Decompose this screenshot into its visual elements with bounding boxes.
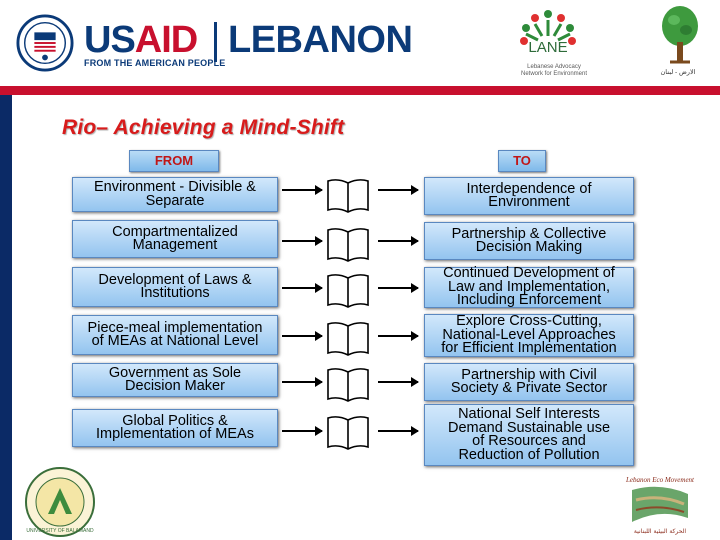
arrow-right-icon [282,381,322,383]
logo-divider [214,22,217,62]
arrow-right-icon [282,189,322,191]
lane-tagline-line2: Network for Environment [520,71,588,77]
from-box-6-line-2: Implementation of MEAs [96,426,254,442]
arrow-right-icon [378,335,418,337]
from-box-5-line-1: Government as Sole [108,364,242,381]
slide-title: Rio– Achieving a Mind-Shift [62,116,345,139]
from-box-1 [72,177,278,212]
from-box-4-line-2: of MEAs at National Level [91,333,259,349]
from-box-5 [72,363,278,397]
left-blue-rule [0,95,12,540]
from-box-2 [72,220,278,258]
university-seal-icon [24,466,96,538]
to-box-6-line-3: of Resources and [472,433,586,449]
arrow-right-icon [282,430,322,432]
to-box-4-line-2: National-Level Approaches [442,326,616,343]
to-box-5-line-1: Partnership with Civil [461,366,597,383]
tree-logo-icon [656,4,704,68]
arrow-right-icon [378,430,418,432]
open-book-icon [325,178,371,214]
to-box-5 [424,363,634,401]
from-box-3-line-2: Institutions [140,285,210,301]
lane-name: LANE [528,39,568,56]
open-book-icon [325,273,371,309]
university-seal-text: UNIVERSITY OF BALAMAND [26,528,94,534]
from-box-6-line-1: Global Politics & [122,412,228,429]
open-book-icon [325,367,371,403]
usaid-seal-icon [16,14,74,72]
open-book-icon [325,321,371,357]
from-box-2-line-2: Management [132,237,218,253]
usaid-tagline: FROM THE AMERICAN PEOPLE [84,58,226,68]
to-box-3-line-1: Continued Development of [443,265,615,282]
arrow-right-icon [378,287,418,289]
from-box-2-line-1: Compartmentalized [112,223,238,240]
to-box-3-line-3: Including Enforcement [456,292,602,309]
to-box-1-line-1: Interdependence of [466,180,592,197]
from-box-4-line-1: Piece-meal implementation [87,319,263,336]
to-column-header: TO [498,150,546,172]
tree-org-arabic-name: الارض - لبنان [660,69,696,76]
to-box-4-line-3: for Efficient Implementation [441,340,617,357]
from-box-5-line-2: Decision Maker [125,378,225,394]
to-box-1 [424,177,634,215]
to-box-6-line-4: Reduction of Pollution [458,446,600,463]
to-box-2-line-2: Decision Making [475,239,583,255]
to-box-4-line-1: Explore Cross-Cutting, [456,313,602,330]
arrow-right-icon [282,287,322,289]
lane-tagline-line1: Lebanese Advocacy [527,64,581,70]
to-box-3-line-2: Law and Implementation, [447,278,610,295]
from-box-1-line-2: Separate [145,192,205,209]
eco-movement-arabic: الحركة البيئية اللبنانية [633,528,687,535]
to-box-1-line-2: Environment [488,194,570,210]
to-box-6-line-1: National Self Interests [458,406,600,422]
arrow-right-icon [378,381,418,383]
from-box-6 [72,409,278,447]
to-box-6 [424,404,634,466]
from-column-header: FROM [129,150,219,172]
to-box-5-line-2: Society & Private Sector [450,380,608,396]
open-book-icon [325,415,371,451]
open-book-icon [325,227,371,263]
from-box-4 [72,315,278,355]
to-box-2 [424,222,634,260]
from-box-3-line-1: Development of Laws & [98,271,252,288]
to-box-4 [424,314,634,357]
eco-movement-name: Lebanon Eco Movement [625,476,695,484]
arrow-right-icon [282,240,322,242]
lebanon-wordmark: LEBANON [228,19,413,61]
from-box-3 [72,267,278,307]
arrow-right-icon [378,240,418,242]
usaid-wordmark: USAID [84,19,198,61]
from-box-1-line-1: Environment - Divisible & [94,179,256,195]
arrow-right-icon [378,189,418,191]
red-header-rule [0,86,720,95]
to-box-6-line-2: Demand Sustainable use [447,419,611,436]
arrow-right-icon [282,335,322,337]
eco-movement-logo-icon [622,472,698,538]
to-box-2-line-1: Partnership & Collective [451,225,607,242]
to-box-3 [424,267,634,308]
